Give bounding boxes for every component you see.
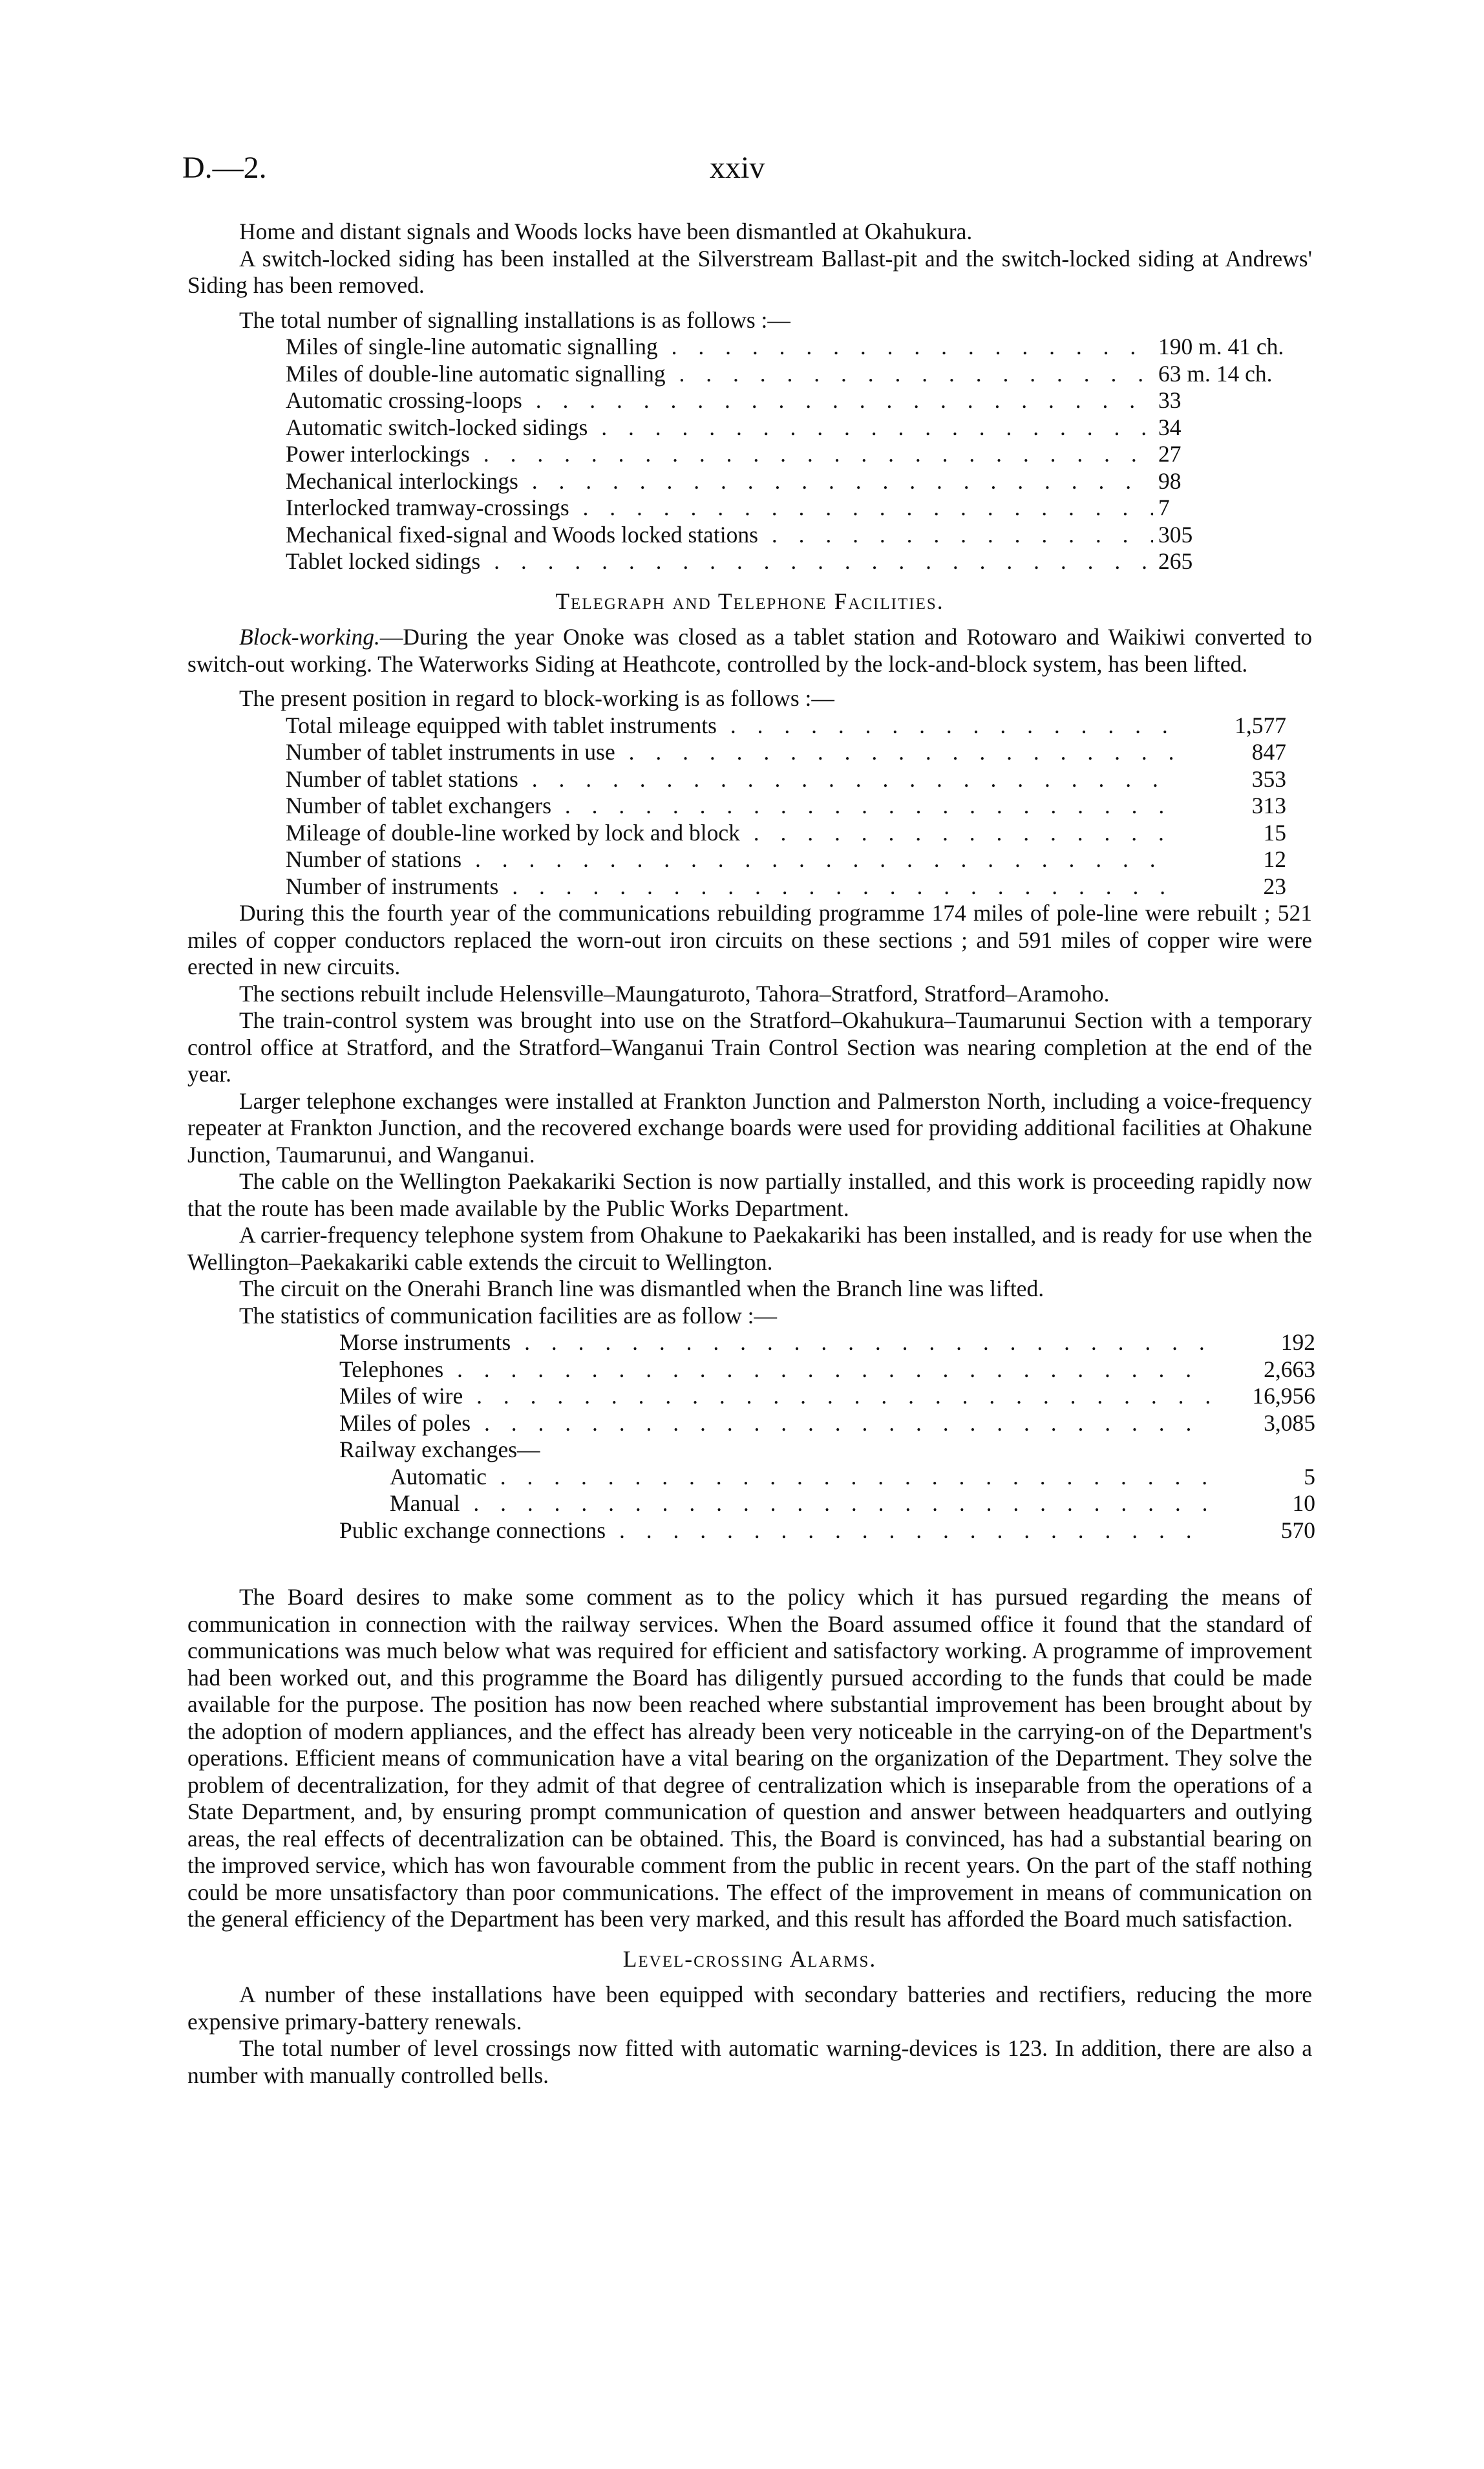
section-heading: Telegraph and Telephone Facilities.: [555, 588, 944, 614]
stat-label: Number of tablet stations . . .: [286, 766, 1178, 793]
stat-value: 3,085: [1264, 1409, 1315, 1436]
stat-value: [1218, 1437, 1315, 1464]
stat-label: Public exchange connections . . .: [339, 1517, 1213, 1544]
stat-label: Mileage of double-line worked by lock and block . . .: [286, 820, 1178, 847]
stat-label: Manual . . .: [339, 1490, 1213, 1517]
paragraph: The total number of signalling installations is as follows :—: [239, 306, 790, 333]
paragraph: The train-control system was brought into use on the Stratford–Okahukura–Taumarunui Section with a temporary control office at Stratford, and the Stratford–Wanganui Train Control Section was nearing completion at the end of the year.: [187, 1007, 1312, 1087]
stat-label: Number of stations . . .: [286, 846, 1178, 873]
stat-label: Tablet locked sidings . . .: [286, 548, 1153, 575]
page-number: xxiv: [710, 151, 765, 185]
paragraph: [187, 624, 1312, 678]
paragraph: A carrier-frequency telephone system from Ohakune to Paekakariki has been installed, and is ready for use when the Wellington–Paekakariki cable extends the circuit to Wellington.: [187, 1222, 1312, 1275]
paragraph: Larger telephone exchanges were installed at Frankton Junction and Palmerston North, including a voice-frequency repeater at Frankton Junction, and the recovered exchange boards were used for providing additional facilities at Ohakune Junction, Taumarunui, and Wanganui.: [187, 1087, 1312, 1168]
stat-label: Miles of wire . . .: [339, 1383, 1213, 1410]
run-in-heading: Block-working.: [239, 624, 380, 650]
paragraph: During this the fourth year of the communications rebuilding programme 174 miles of pole-line were rebuilt ; 521 miles of copper conductors replaced the worn-out iron circuits on these sections ; and 591 miles of copper wire were erected in new circuits.: [187, 900, 1312, 979]
paragraph: The sections rebuilt include Helensville–Maungaturoto, Tahora–Stratford, Stratford–Aramoho.: [239, 980, 1110, 1007]
page-body: [187, 219, 1315, 2089]
stat-label: Automatic crossing-loops . . .: [286, 387, 1153, 414]
stat-label: Miles of single-line automatic signalling . . .: [286, 334, 1153, 361]
stat-value: 98: [1158, 467, 1182, 494]
page-code: D.—2.: [182, 151, 267, 185]
stat-value: 63 m. 14 ch.: [1158, 360, 1273, 387]
stat-value: 12: [1263, 846, 1286, 872]
stat-label: Number of tablet instruments in use . . .: [286, 739, 1178, 766]
stat-value: 2,663: [1264, 1356, 1315, 1382]
section-heading: Level-crossing Alarms.: [622, 1945, 877, 1972]
stat-value: 16,956: [1252, 1383, 1315, 1409]
stat-label: Interlocked tramway-crossings . . .: [286, 495, 1153, 522]
stat-value: 10: [1292, 1490, 1315, 1516]
stat-label: Miles of double-line automatic signalling . . .: [286, 361, 1153, 388]
stat-value: 570: [1280, 1517, 1315, 1543]
communication-stats-table: [339, 1329, 1315, 1544]
paragraph: The statistics of communication facilities are as follow :—: [239, 1302, 778, 1329]
stat-label: Mechanical interlockings . . .: [286, 468, 1153, 495]
stat-label: Morse instruments . . .: [339, 1329, 1213, 1356]
paragraph: The total number of level crossings now fitted with automatic warning-devices is 123. In addition, there are also a number with manually controlled bells.: [187, 2035, 1312, 2088]
paragraph: A switch-locked siding has been installed at the Silverstream Ballast-pit and the switch-locked siding at Andrews' Siding has been removed.: [187, 245, 1312, 298]
stat-label: Automatic . . .: [339, 1464, 1213, 1491]
stat-value: 23: [1263, 873, 1286, 899]
stat-label: Number of instruments . . .: [286, 873, 1178, 901]
stat-value: 313: [1251, 793, 1286, 818]
stat-label: Total mileage equipped with tablet instruments . . .: [286, 712, 1178, 740]
stat-value: 34: [1158, 414, 1182, 440]
paragraph: Home and distant signals and Woods locks have been dismantled at Okahukura.: [239, 219, 973, 244]
stat-value: 5: [1304, 1463, 1315, 1490]
stat-value: 353: [1251, 765, 1286, 792]
stat-value: 27: [1158, 441, 1182, 467]
stat-value: 1,577: [1235, 712, 1286, 738]
stat-label: Number of tablet exchangers . . .: [286, 793, 1178, 820]
stat-group-label: Railway exchanges—: [339, 1437, 540, 1462]
stat-label: Miles of poles . . .: [339, 1410, 1213, 1437]
stat-value: 265: [1158, 548, 1193, 574]
stat-value: 847: [1251, 739, 1286, 765]
stat-value: 7: [1158, 495, 1170, 520]
stat-label: Automatic switch-locked sidings . . .: [286, 414, 1153, 442]
signalling-stats-table: [286, 334, 1284, 575]
stat-value: 190 m. 41 ch.: [1158, 334, 1284, 359]
paragraph: The cable on the Wellington Paekakariki Section is now partially installed, and this work is proceeding rapidly now that the route has been made available by the Public Works Department.: [187, 1168, 1312, 1221]
stat-value: 305: [1158, 521, 1193, 548]
paragraph: The Board desires to make some comment as to the policy which it has pursued regarding the means of communication in connection with the railway services. When the Board assumed office it found that the standard of communications was much below what was required for efficient and satisfactory working. A programme of improvement had been worked out, and this programme the Board has diligently pursued according to the funds that could be made available for the purpose. The position has now been reached where substantial improvement has been brought about by the adoption of modern appliances, and the effect has already been very noticeable in the carrying-on of the Department's operations. Efficient means of communication have a vital bearing on the organization of the Department. They solve the problem of decentralization, for they admit of that degree of centralization which is inseparable from the operations of a State Department, and, by ensuring prompt communication of question and answer between headquarters and outlying areas, the real effects of decentralization can be obtained. This, the Board is convinced, has had a substantial bearing on the improved service, which has won favourable comment from the public in recent years. On the part of the staff nothing could be more unsatisfactory than poor communications. The effect of the improvement in means of communication on the general efficiency of the Department has been very marked, and this result has afforded the Board much satisfaction.: [187, 1584, 1312, 1932]
paragraph: A number of these installations have been equipped with secondary batteries and rectifiers, reducing the more expensive primary-battery renewals.: [187, 1982, 1312, 2035]
stat-label: Telephones . . .: [339, 1356, 1213, 1384]
stat-value: 33: [1158, 387, 1182, 413]
paragraph-text: —During the year Onoke was closed as a tablet station and Rotowaro and Waikiwi converted to switch-out working. The Waterworks Siding at Heathcote, controlled by the lock-and-block system, has been lifted.: [187, 624, 1312, 677]
paragraph: The present position in regard to block-working is as follows :—: [239, 685, 834, 711]
stat-label: Power interlockings . . .: [286, 441, 1153, 468]
block-working-stats-table: [286, 712, 1286, 901]
stat-value: 15: [1263, 819, 1286, 846]
paragraph: The circuit on the Onerahi Branch line was dismantled when the Branch line was lifted.: [239, 1276, 1044, 1301]
stat-label: Mechanical fixed-signal and Woods locked stations . . .: [286, 522, 1153, 549]
stat-value: 192: [1280, 1329, 1315, 1355]
